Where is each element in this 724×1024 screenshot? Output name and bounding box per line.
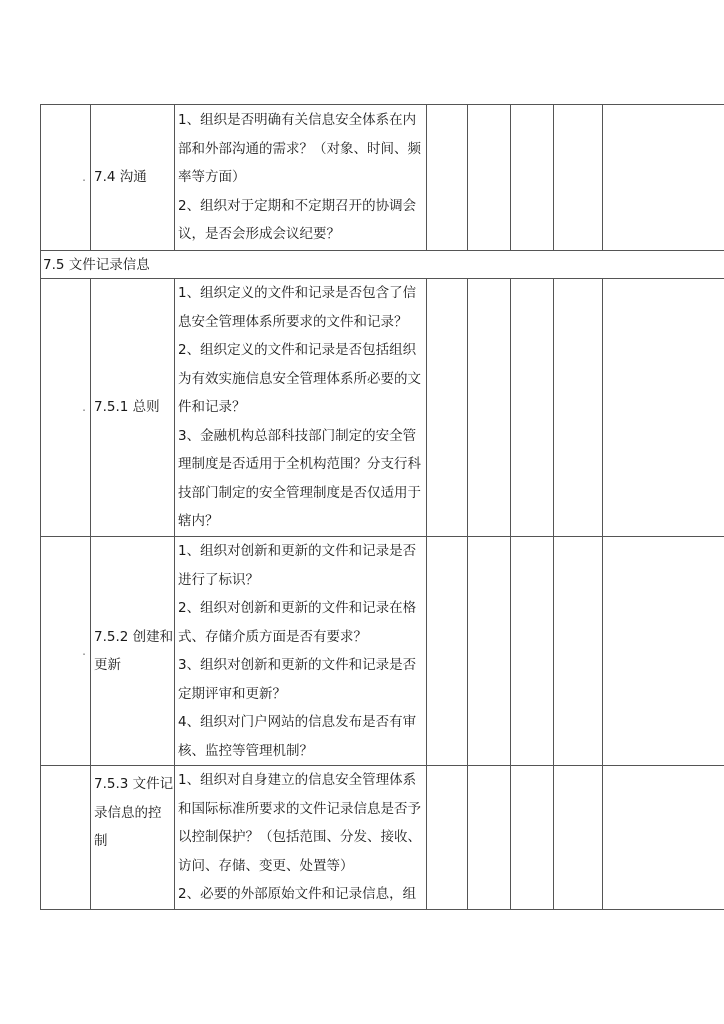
section-heading: 7.5 文件记录信息 (41, 251, 724, 279)
table-row (41, 105, 724, 251)
question-text: 2、组织定义的文件和记录是否包括组织为有效实施信息安全管理体系所必要的文件和记录？ (178, 342, 421, 416)
check-cell[interactable] (554, 105, 603, 251)
question-cell (175, 537, 427, 766)
check-cell[interactable] (554, 279, 603, 537)
check-cell[interactable] (468, 537, 511, 766)
question-text: 1、组织对创新和更新的文件和记录是否进行了标识？ (178, 543, 417, 588)
check-cell[interactable] (511, 537, 554, 766)
question-text: 2、必要的外部原始文件和记录信息，组 (178, 886, 417, 902)
question-text: 1、组织是否明确有关信息安全体系在内部和外部沟通的需求？（对象、时间、频率等方面） (178, 112, 421, 186)
check-cell[interactable] (511, 279, 554, 537)
remarks-cell[interactable] (603, 537, 724, 766)
question-cell (175, 105, 427, 251)
section-row (41, 251, 724, 279)
question-text: 2、组织对于定期和不定期召开的协调会议，是否会形成会议纪要？ (178, 197, 417, 243)
check-cell[interactable] (427, 766, 468, 910)
question-text: 1、组织定义的文件和记录是否包含了信息安全管理体系所要求的文件和记录？ (178, 285, 417, 330)
row-marker (41, 766, 91, 910)
clause-cell: 7.5.2 创建和更新 (91, 537, 175, 766)
check-cell[interactable] (468, 105, 511, 251)
question-text: 4、组织对门户网站的信息发布是否有审核、监控等管理机制？ (178, 714, 417, 759)
check-cell[interactable] (427, 105, 468, 251)
checklist-table (40, 104, 724, 910)
check-cell[interactable] (554, 537, 603, 766)
check-cell[interactable] (468, 279, 511, 537)
table-row (41, 537, 724, 766)
question-text: 3、金融机构总部科技部门制定的安全管理制度是否适用于全机构范围？分支行科技部门制定的安全管理制度是否仅适用于辖内？ (178, 427, 421, 530)
row-marker: . (41, 537, 91, 766)
check-cell[interactable] (427, 279, 468, 537)
row-marker: . (41, 105, 91, 251)
check-cell[interactable] (511, 105, 554, 251)
table-row (41, 766, 724, 910)
remarks-cell[interactable] (603, 279, 724, 537)
table-row (41, 279, 724, 537)
question-text: 2、组织对创新和更新的文件和记录在格式、存储介质方面是否有要求？ (178, 600, 417, 645)
check-cell[interactable] (468, 766, 511, 910)
audit-checklist-sheet (40, 104, 684, 910)
remarks-cell[interactable] (603, 105, 724, 251)
clause-cell: 7.5.3 文件记录信息的控制 (91, 766, 175, 910)
question-text: 1、组织对自身建立的信息安全管理体系和国际标准所要求的文件记录信息是否予以控制保护？（包括范围、分发、接收、访问、存储、变更、处置等） (178, 772, 421, 874)
clause-cell: 7.5.1 总则 (91, 279, 175, 537)
clause-cell: 7.4 沟通 (91, 105, 175, 251)
check-cell[interactable] (554, 766, 603, 910)
question-cell (175, 279, 427, 537)
check-cell[interactable] (427, 537, 468, 766)
check-cell[interactable] (511, 766, 554, 910)
question-text: 3、组织对创新和更新的文件和记录是否定期评审和更新？ (178, 657, 417, 702)
question-cell (175, 766, 427, 910)
remarks-cell[interactable] (603, 766, 724, 910)
row-marker: . (41, 279, 91, 537)
